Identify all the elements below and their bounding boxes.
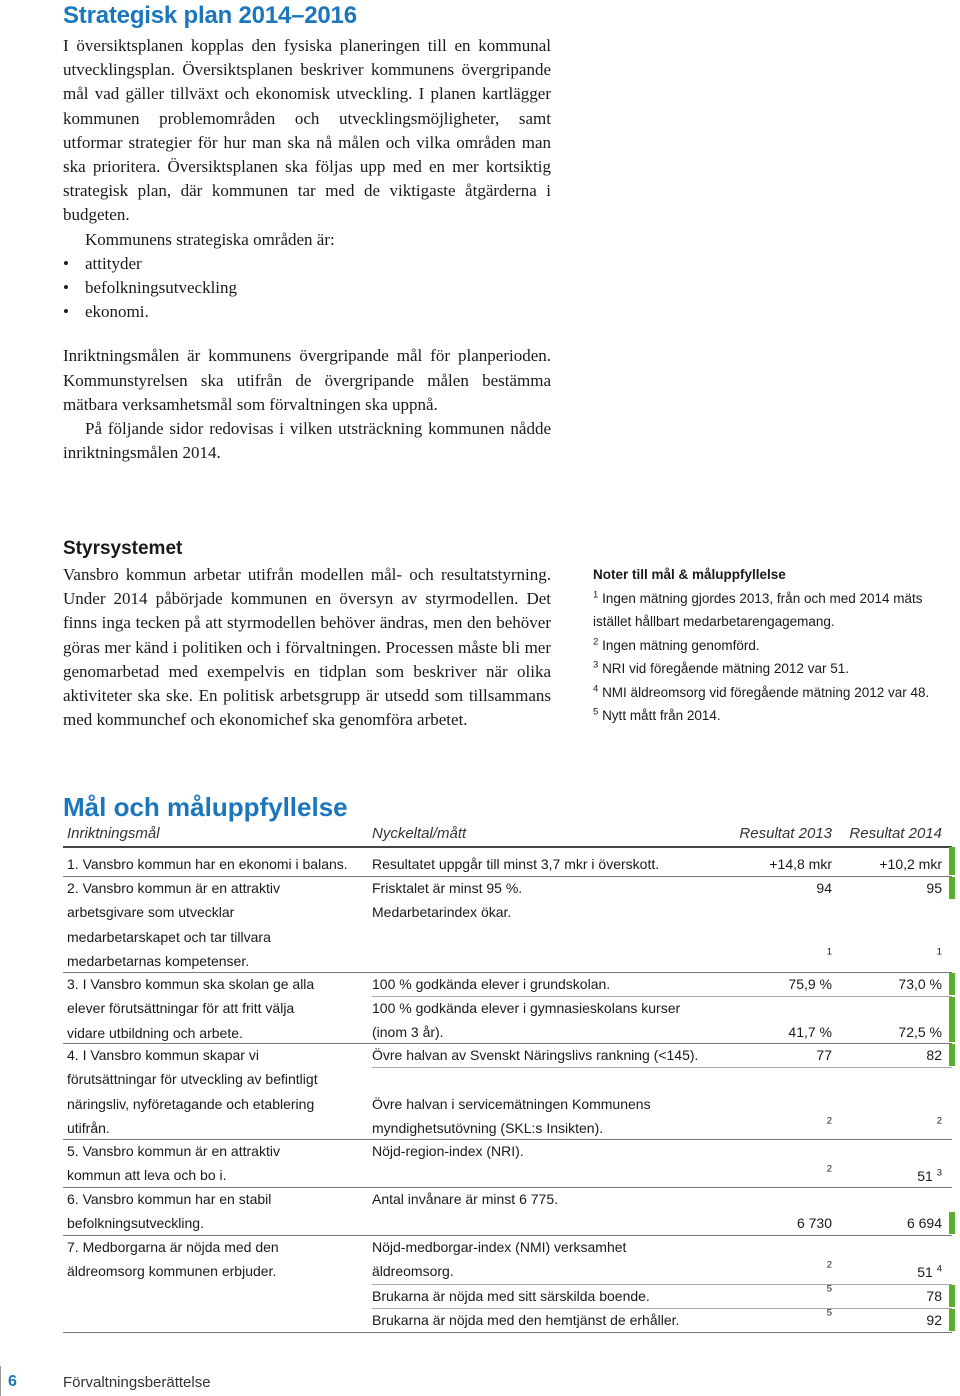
result-2014: 73,0 % (898, 976, 942, 992)
header-rule (63, 846, 952, 848)
note-ref-2013: 2 (826, 1259, 832, 1271)
result-2014: 82 (926, 1047, 942, 1063)
result-2014: 72,5 % (898, 1024, 942, 1040)
table-bottom-rule (63, 1332, 952, 1333)
notes-title: Noter till mål & måluppfyllelse (593, 567, 786, 582)
bullet-item: • ekonomi. (63, 300, 551, 324)
footer-divider (0, 1366, 1, 1396)
metric-row: Brukarna är nöjda med den hemtjänst de erhåller. (372, 1312, 680, 1328)
sub-row-divider (372, 1067, 952, 1068)
header-metric: Nyckeltal/mått (372, 825, 467, 842)
result-2013: 77 (816, 1047, 832, 1063)
result-2014: 51 $^3$ (917, 1167, 942, 1184)
status-bar-green (949, 1212, 955, 1234)
result-2013: 41,7 % (788, 1024, 832, 1040)
status-bar-green (949, 877, 955, 899)
strategisk-paragraph-3: Inriktningsmålen är kommunens övergripande mål för planperioden. Kommunstyrelsen ska utifrån de övergripande målen bestämma mätbara verksamhetsmål som förvaltningen ska uppnå. (63, 346, 551, 414)
goal-3: 3. I Vansbro kommun ska skolan ge alla elever förutsättningar för att fritt välja vidare utbildning och arbete. (67, 976, 315, 1041)
goal-6: 6. Vansbro kommun har en stabil befolkningsutveckling. (67, 1191, 272, 1232)
status-bar-green (949, 1309, 955, 1331)
page-number: 6 (8, 1373, 17, 1390)
result-2014: 92 (926, 1312, 942, 1328)
goal-7: 7. Medborgarna är nöjda med den äldreomsorg kommunen erbjuder. (67, 1239, 279, 1280)
status-bar-green (949, 847, 955, 875)
note-ref-2014: 2 (936, 1115, 942, 1127)
status-bar-green (949, 973, 955, 995)
header-goal: Inriktningsmål (67, 825, 160, 842)
result-2013: 75,9 % (788, 976, 832, 992)
goal-1: 1. Vansbro kommun har en ekonomi i balans. (67, 856, 348, 872)
note-item: $^3$ NRI vid föregående mätning 2012 var 51. (593, 659, 849, 676)
strategisk-paragraph-4: På följande sidor redovisas i vilken utsträckning kommunen nådde inriktningsmålen 2014. (63, 419, 551, 463)
metric-row: Övre halvan i servicemätningen Kommunens myndighetsutövning (SKL:s Insikten). (372, 1096, 651, 1137)
note-ref-2013: 2 (826, 1163, 832, 1175)
note-item: $^1$ Ingen mätning gjordes 2013, från och med 2014 mäts (593, 589, 923, 606)
note-ref-2014: 1 (936, 946, 942, 958)
result-2014: 6 694 (906, 1215, 942, 1231)
metric-row: Nöjd-region-index (NRI). (372, 1143, 524, 1159)
note-ref-2013: 1 (826, 946, 832, 958)
strategisk-paragraph-1: I översiktsplanen kopplas den fysiska planeringen till en kommunal utvecklingsplan. Översiktsplanen beskriver kommunens övergripande mål vad gäller tillväxt och ekonomisk utveckling. I planen kartlägger kommunen problemområden och utvecklingsmöjligheter, samt utformar strategier för hur man ska nå målen och vilka områden man ska prioritera. Översiktsplanen ska följas upp med en mer kortsiktig strategisk plan, där kommunen tar med de viktigaste åtgärderna i budgeten. (63, 36, 551, 225)
metric-row: Övre halvan av Svenskt Näringslivs rankning (<145). (372, 1047, 699, 1063)
styrsystemet-paragraph: Vansbro kommun arbetar utifrån modellen mål- och resultatstyrning. Under 2014 påbörjade kommunen en översyn av styrmodellen. Det finns inga tecken på att styrmodellen behöver ändras, men den behöver göras mer känd i politiken och i förvaltningen. Processen måste bli mer genomarbetad med exempelvis en tidplan som beskriver när olika aktiviteter ska ske. En politisk arbetsgrupp är utsedd som tillsammans med kommunchef och ekonomichef ska genomföra arbetet. (63, 565, 551, 730)
section-title-mal: Mål och måluppfyllelse (63, 792, 348, 822)
status-bar-green (949, 1285, 955, 1307)
bullet-item: • attityder (63, 252, 551, 276)
metric-row: 100 % godkända elever i grundskolan. (372, 976, 611, 992)
note-ref-2013: 5 (826, 1283, 832, 1295)
note-item: $^4$ NMI äldreomsorg vid föregående mätning 2012 var 48. (593, 683, 930, 700)
result-2013: 94 (816, 880, 832, 896)
result-2014: 51 $^4$ (917, 1263, 942, 1280)
note-item: $^2$ Ingen mätning genomförd. (593, 636, 760, 653)
result-2013: +14,8 mkr (769, 856, 832, 872)
metric-row: Medarbetarindex ökar. (372, 904, 512, 920)
note-ref-2013: 5 (826, 1307, 832, 1319)
result-2013: 6 730 (796, 1215, 832, 1231)
metric-row: 100 % godkända elever i gymnasieskolans kurser (inom 3 år). (372, 1000, 681, 1041)
note-ref-2013: 2 (826, 1115, 832, 1127)
metric-row: Nöjd-medborgar-index (NMI) verksamhet äldreomsorg. (372, 1239, 627, 1280)
note-item: $^5$ Nytt mått från 2014. (593, 706, 721, 723)
styrsystemet-body (63, 563, 551, 732)
metric-row: Brukarna är nöjda med sitt särskilda boende. (372, 1288, 650, 1304)
metric-row: Antal invånare är minst 6 775. (372, 1191, 558, 1207)
metric-row: Frisktalet är minst 95 %. (372, 880, 523, 896)
goal-4: 4. I Vansbro kommun skapar vi förutsättningar för utveckling av befintligt näringsliv, nyföretagande och etablering utifrån. (67, 1047, 318, 1137)
result-2014: +10,2 mkr (879, 856, 942, 872)
strategisk-body (63, 34, 551, 465)
strategisk-bullet-list (63, 252, 551, 325)
bullet-item: • befolkningsutveckling (63, 276, 551, 300)
metric-row: Resultatet uppgår till minst 3,7 mkr i överskott. (372, 856, 660, 872)
note-item-continuation: istället hållbart medarbetarengagemang. (593, 614, 835, 629)
goal-5: 5. Vansbro kommun är en attraktiv kommun att leva och bo i. (67, 1143, 280, 1184)
section-title-strategisk-plan: Strategisk plan 2014–2016 (63, 2, 357, 29)
result-2014: 95 (926, 880, 942, 896)
goal-2: 2. Vansbro kommun är en attraktiv arbetsgivare som utvecklar medarbetarskapet och tar tillvara medarbetarnas kompetenser. (67, 880, 280, 970)
status-bar-green (949, 1044, 955, 1066)
header-result-2013: Resultat 2013 (739, 825, 832, 842)
status-bar-green (949, 997, 955, 1042)
section-title-styrsystemet: Styrsystemet (63, 538, 183, 559)
footer-section: Förvaltningsberättelse (63, 1374, 211, 1391)
header-result-2014: Resultat 2014 (849, 825, 942, 842)
notes-box (593, 563, 958, 728)
strategisk-paragraph-2: Kommunens strategiska områden är: (85, 229, 335, 249)
result-2014: 78 (926, 1288, 942, 1304)
